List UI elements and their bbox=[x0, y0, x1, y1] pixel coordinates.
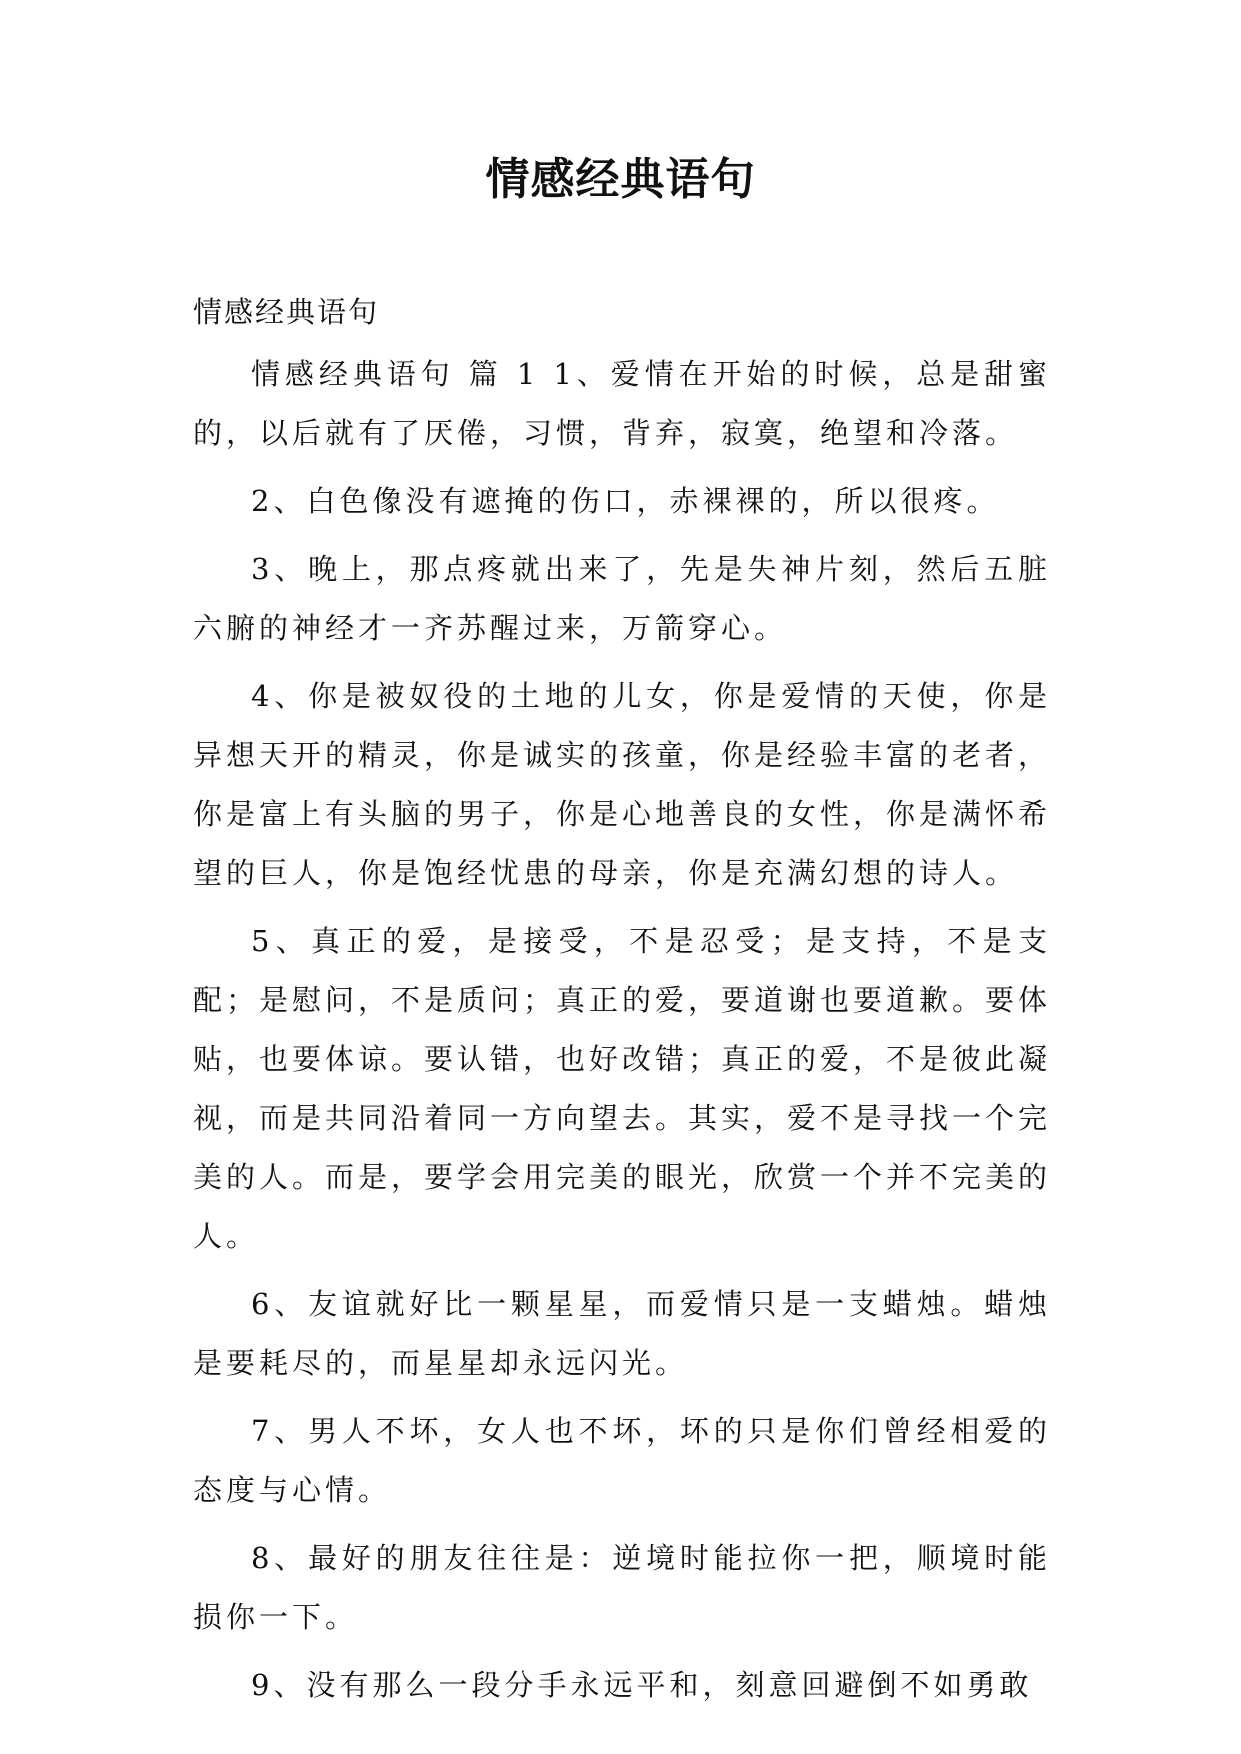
document-title: 情感经典语句 bbox=[485, 154, 756, 205]
paragraph-3: 3、晚上，那点疼就出来了，先是失神片刻，然后五脏六腑的神经才一齐苏醒过来，万箭穿心。 bbox=[193, 552, 1051, 645]
paragraph-6: 6、友谊就好比一颗星星，而爱情只是一支蜡烛。蜡烛是要耗尽的，而星星却永远闪光。 bbox=[193, 1287, 1051, 1380]
paragraph-1: 情感经典语句 篇 1 1、爱情在开始的时候，总是甜蜜的，以后就有了厌倦，习惯，背弃，寂寞，绝望和冷落。 bbox=[193, 357, 1051, 450]
paragraph-8: 8、最好的朋友往往是：逆境时能拉你一把，顺境时能损你一下。 bbox=[193, 1541, 1051, 1634]
lead-title: 情感经典语句 bbox=[193, 295, 380, 329]
document-body bbox=[193, 287, 1051, 1724]
paragraph-7: 7、男人不坏，女人也不坏，坏的只是你们曾经相爱的态度与心情。 bbox=[193, 1414, 1051, 1507]
paragraph-4: 4、你是被奴役的土地的儿女，你是爱情的天使，你是异想天开的精灵，你是诚实的孩童，你是经验丰富的老者，你是富上有头脑的男子，你是心地善良的女性，你是满怀希望的巨人，你是饱经忧患的母亲，你是充满幻想的诗人。 bbox=[193, 679, 1052, 890]
paragraph-9: 9、没有那么一段分手永远平和，刻意回避倒不如勇敢 bbox=[251, 1668, 1033, 1702]
paragraph-2: 2、白色像没有遮掩的伤口，赤裸裸的，所以很疼。 bbox=[251, 484, 1000, 518]
paragraph-5: 5、真正的爱，是接受，不是忍受；是支持，不是支配；是慰问，不是质问；真正的爱，要道谢也要道歉。要体贴，也要体谅。要认错，也好改错；真正的爱，不是彼此凝视，而是共同沿着同一方向望去。其实，爱不是寻找一个完美的人。而是，要学会用完美的眼光，欣赏一个并不完美的人。 bbox=[193, 924, 1052, 1253]
